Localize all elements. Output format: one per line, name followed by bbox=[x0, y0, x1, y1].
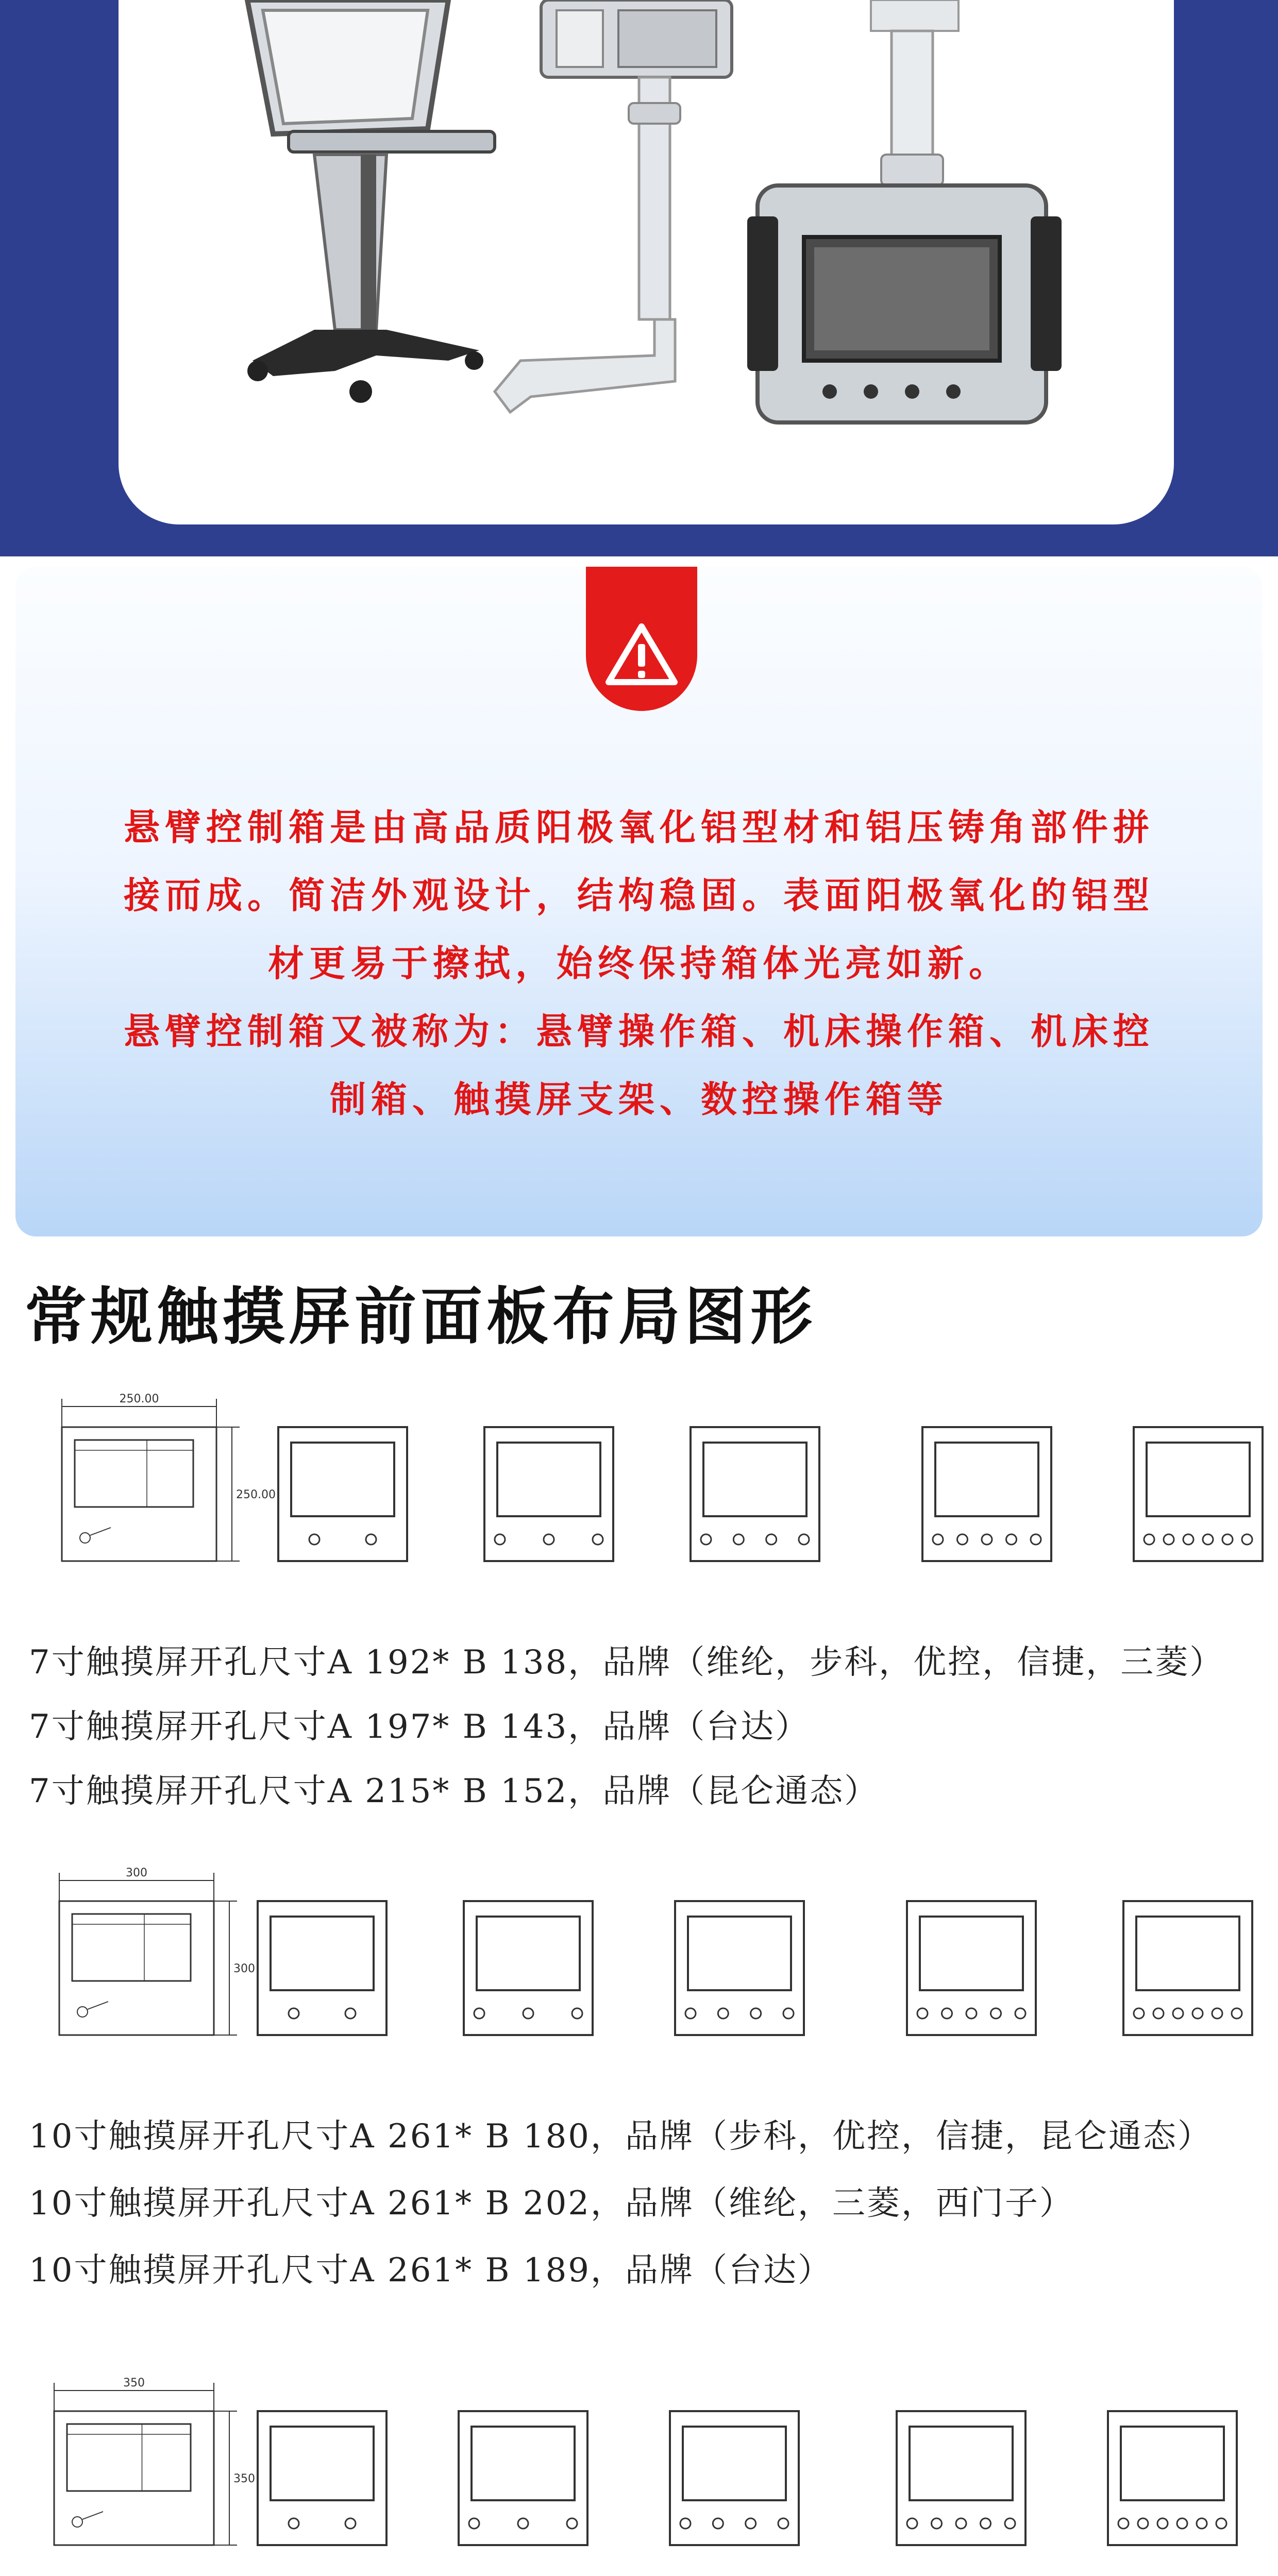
spec-line: 10寸触摸屏开孔尺寸A 261* B 189，品牌（台达） bbox=[29, 2251, 833, 2290]
panel-layout-diagram-12in-svg bbox=[21, 2370, 1268, 2555]
notice-text bbox=[77, 793, 1201, 1133]
front-panel-5-holes bbox=[907, 1901, 1036, 2035]
front-panel-6-holes bbox=[1108, 2411, 1237, 2545]
touch-panel-unit bbox=[747, 0, 1062, 422]
floor-stand-unit bbox=[247, 0, 495, 403]
dim-width-label: 300 bbox=[126, 1867, 147, 1879]
front-panel-3-holes bbox=[484, 1427, 613, 1561]
product-photo-card bbox=[112, 0, 1180, 531]
spec-line: 7寸触摸屏开孔尺寸A 192* B 138，品牌（维纶，步科，优控，信捷，三菱） bbox=[29, 1643, 1224, 1682]
dim-height-label: 250.00 bbox=[236, 1488, 276, 1501]
notice-line: 悬臂控制箱又被称为：悬臂操作箱、机床操作箱、机床控 bbox=[124, 1010, 1154, 1053]
spec-line: 7寸触摸屏开孔尺寸A 197* B 143，品牌（台达） bbox=[29, 1708, 810, 1746]
front-panel-2-holes bbox=[258, 2411, 386, 2545]
dim-height-label: 300 bbox=[233, 1962, 255, 1975]
cantilever-box-product-photo bbox=[119, 0, 1180, 531]
front-panel-4-holes bbox=[675, 1901, 804, 2035]
notice-line: 接而成。简洁外观设计，结构稳固。表面阳极氧化的铝型 bbox=[124, 874, 1154, 917]
dim-height-label: 350 bbox=[233, 2472, 255, 2485]
front-panel-3-holes bbox=[459, 2411, 587, 2545]
panel-layout-diagram-7in-svg bbox=[21, 1391, 1268, 1577]
front-panel-2-holes bbox=[278, 1427, 407, 1561]
spec-line: 10寸触摸屏开孔尺寸A 261* B 180，品牌（步科，优控，信捷，昆仑通态） bbox=[29, 2117, 1213, 2156]
panel-layout-diagram-7in bbox=[21, 1391, 1268, 1577]
notice-line: 悬臂控制箱是由高品质阳极氧化铝型材和铝压铸角部件拼 bbox=[124, 806, 1154, 849]
front-panel-2-holes bbox=[258, 1901, 386, 2035]
dimensioned-panel bbox=[62, 1393, 276, 1561]
notice-line: 制箱、触摸屏支架、数控操作箱等 bbox=[330, 1078, 948, 1121]
front-panel-5-holes bbox=[922, 1427, 1051, 1561]
panel-layout-diagram-12in bbox=[21, 2370, 1268, 2555]
front-panel-5-holes bbox=[897, 2411, 1025, 2545]
dimensioned-panel bbox=[59, 1867, 255, 2035]
spec-line: 10寸触摸屏开孔尺寸A 261* B 202，品牌（维纶，三菱，西门子） bbox=[29, 2184, 1074, 2223]
dimensioned-panel bbox=[54, 2377, 255, 2545]
front-panel-4-holes bbox=[670, 2411, 799, 2545]
front-panel-6-holes bbox=[1123, 1901, 1252, 2035]
panel-layout-diagram-10in bbox=[21, 1865, 1268, 2050]
spec-line: 7寸触摸屏开孔尺寸A 215* B 152，品牌（昆仑通态） bbox=[29, 1772, 879, 1810]
product-photo-section bbox=[0, 0, 1278, 556]
layout-section-title: 常规触摸屏前面板布局图形 bbox=[25, 1281, 816, 1353]
dim-width-label: 250.00 bbox=[119, 1393, 159, 1405]
arm-hanging-unit bbox=[495, 0, 732, 412]
front-panel-4-holes bbox=[691, 1427, 819, 1561]
warning-triangle-icon bbox=[606, 622, 678, 686]
warning-badge bbox=[586, 567, 697, 711]
notice-line: 材更易于擦拭，始终保持箱体光亮如新。 bbox=[268, 942, 1010, 985]
dim-width-label: 350 bbox=[123, 2377, 145, 2389]
notice-panel bbox=[15, 567, 1263, 1236]
front-panel-6-holes bbox=[1134, 1427, 1263, 1561]
front-panel-3-holes bbox=[464, 1901, 593, 2035]
panel-layout-diagram-10in-svg bbox=[21, 1865, 1268, 2050]
